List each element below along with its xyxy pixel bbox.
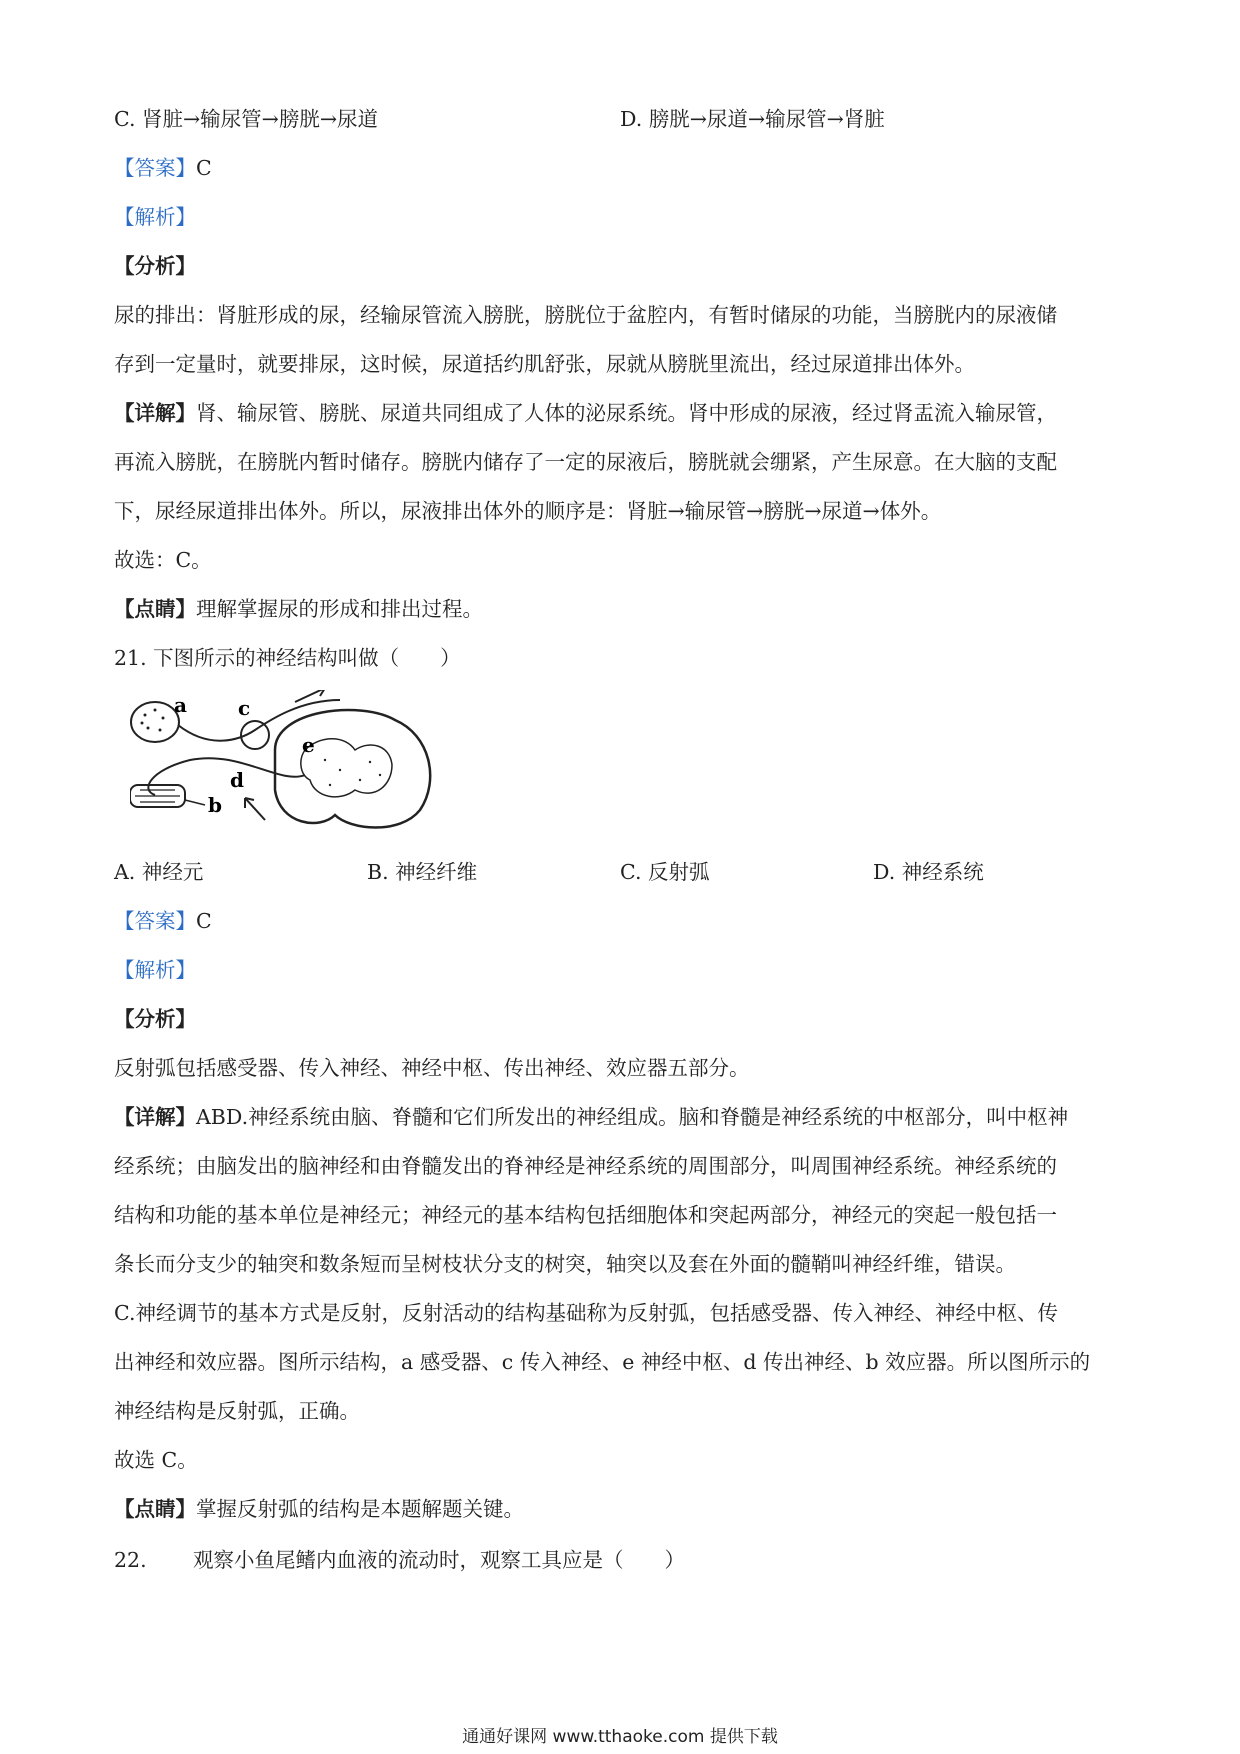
- q21-xiangjie-line-7: 神经结构是反射弧，正确。: [114, 1399, 360, 1423]
- spinal-cord-shape: [275, 710, 430, 828]
- q21-option-a: A. 神经元: [114, 860, 204, 884]
- label-c: c: [238, 696, 251, 720]
- q21-option-c: C. 反射弧: [620, 860, 710, 884]
- q21-option-b: B. 神经纤维: [367, 860, 478, 884]
- q21-xiangjie-line-5: C.神经调节的基本方式是反射，反射活动的结构基础称为反射弧，包括感受器、传入神经、神经中枢、传: [114, 1301, 1058, 1325]
- q21-dianjing-label: 【点睛】: [114, 1497, 196, 1521]
- receptor-dots: [141, 709, 165, 732]
- q21-guxuan: 故选 C。: [114, 1448, 198, 1472]
- q21-fenxi-text: 反射弧包括感受器、传入神经、神经中枢、传出神经、效应器五部分。: [114, 1056, 750, 1080]
- xiangjie-line-3: 下，尿经尿道排出体外。所以，尿液排出体外的顺序是：肾脏→输尿管→膀胱→尿道→体外。: [114, 499, 942, 523]
- answer-value: C: [196, 156, 212, 180]
- q21-answer-row: [114, 906, 212, 936]
- answer-row: [114, 153, 212, 183]
- q21-xiangjie-line-1: [114, 1102, 1068, 1132]
- label-e: e: [302, 733, 315, 757]
- question-21-stem: 21. 下图所示的神经结构叫做（ ）: [114, 646, 461, 670]
- q21-dianjing-row: [114, 1494, 524, 1524]
- label-d: d: [230, 768, 244, 792]
- fenxi-label: 【分析】: [114, 254, 196, 278]
- jiexi-label: 【解析】: [114, 205, 196, 229]
- q21-xiangjie-line-3: 结构和功能的基本单位是神经元；神经元的基本结构包括细胞体和突起两部分，神经元的突起一般包括一: [114, 1203, 1057, 1227]
- q21-xiangjie-line-2: 经系统；由脑发出的脑神经和由脊髓发出的脊神经是神经系统的周围部分，叫周围神经系统。神经系统的: [114, 1154, 1057, 1178]
- option-d: D. 膀胱→尿道→输尿管→肾脏: [620, 107, 885, 131]
- dianjing-text: 理解掌握尿的形成和排出过程。: [196, 597, 483, 621]
- q21-jiexi-label: 【解析】: [114, 958, 196, 982]
- q21-xiangjie-line-6: 出神经和效应器。图所示结构，a 感受器、c 传入神经、e 神经中枢、d 传出神经、b 效应器。所以图所示的: [114, 1350, 1091, 1374]
- dianjing-label: 【点睛】: [114, 597, 196, 621]
- q21-dianjing-text: 掌握反射弧的结构是本题解题关键。: [196, 1497, 524, 1521]
- footer-text: 通通好课网 www.tthaoke.com 提供下载: [462, 1727, 778, 1747]
- label-b: b: [208, 793, 222, 817]
- efferent-arrow: [245, 798, 265, 820]
- q21-xiangjie-text: ABD.神经系统由脑、脊髓和它们所发出的神经组成。脑和脊髓是神经系统的中枢部分，叫中枢神: [196, 1105, 1069, 1129]
- q21-answer-label: 【答案】: [114, 909, 196, 933]
- question-22-stem: 观察小鱼尾鳍内血液的流动时，观察工具应是（ ）: [193, 1548, 685, 1572]
- q21-fenxi-label: 【分析】: [114, 1007, 196, 1031]
- q21-option-d: D. 神经系统: [873, 860, 984, 884]
- question-22-number: 22.: [114, 1548, 147, 1572]
- reflex-arc-diagram: [130, 690, 490, 840]
- fenxi-text-line-1: 尿的排出：肾脏形成的尿，经输尿管流入膀胱，膀胱位于盆腔内，有暂时储尿的功能，当膀胱内的尿液储: [114, 303, 1057, 327]
- label-a: a: [174, 693, 187, 717]
- option-c: C. 肾脏→输尿管→膀胱→尿道: [114, 107, 379, 131]
- q21-xiangjie-label: 【详解】: [114, 1105, 196, 1129]
- grey-matter-dots: [324, 759, 381, 786]
- xiangjie-label: 【详解】: [114, 401, 196, 425]
- xiangjie-text: 肾、输尿管、膀胱、尿道共同组成了人体的泌尿系统。肾中形成的尿液，经过肾盂流入输尿管，: [196, 401, 1057, 425]
- q21-answer-value: C: [196, 909, 212, 933]
- afferent-nerve-path: [178, 700, 340, 741]
- receptor-shape: [131, 702, 179, 742]
- dianjing-row: [114, 594, 483, 624]
- xiangjie-line-1: [114, 398, 1057, 428]
- label-b-leader: [185, 800, 205, 805]
- answer-label: 【答案】: [114, 156, 196, 180]
- xiangjie-line-2: 再流入膀胱，在膀胱内暂时储存。膀胱内储存了一定的尿液后，膀胱就会绷紧，产生尿意。在大脑的支配: [114, 450, 1057, 474]
- fenxi-text-line-2: 存到一定量时，就要排尿，这时候，尿道括约肌舒张，尿就从膀胱里流出，经过尿道排出体外。: [114, 352, 975, 376]
- guxuan-text: 故选：C。: [114, 548, 212, 572]
- effector-lines: [135, 790, 180, 802]
- q21-xiangjie-line-4: 条长而分支少的轴突和数条短而呈树枝状分支的树突，轴突以及套在外面的髓鞘叫神经纤维，错误。: [114, 1252, 1016, 1276]
